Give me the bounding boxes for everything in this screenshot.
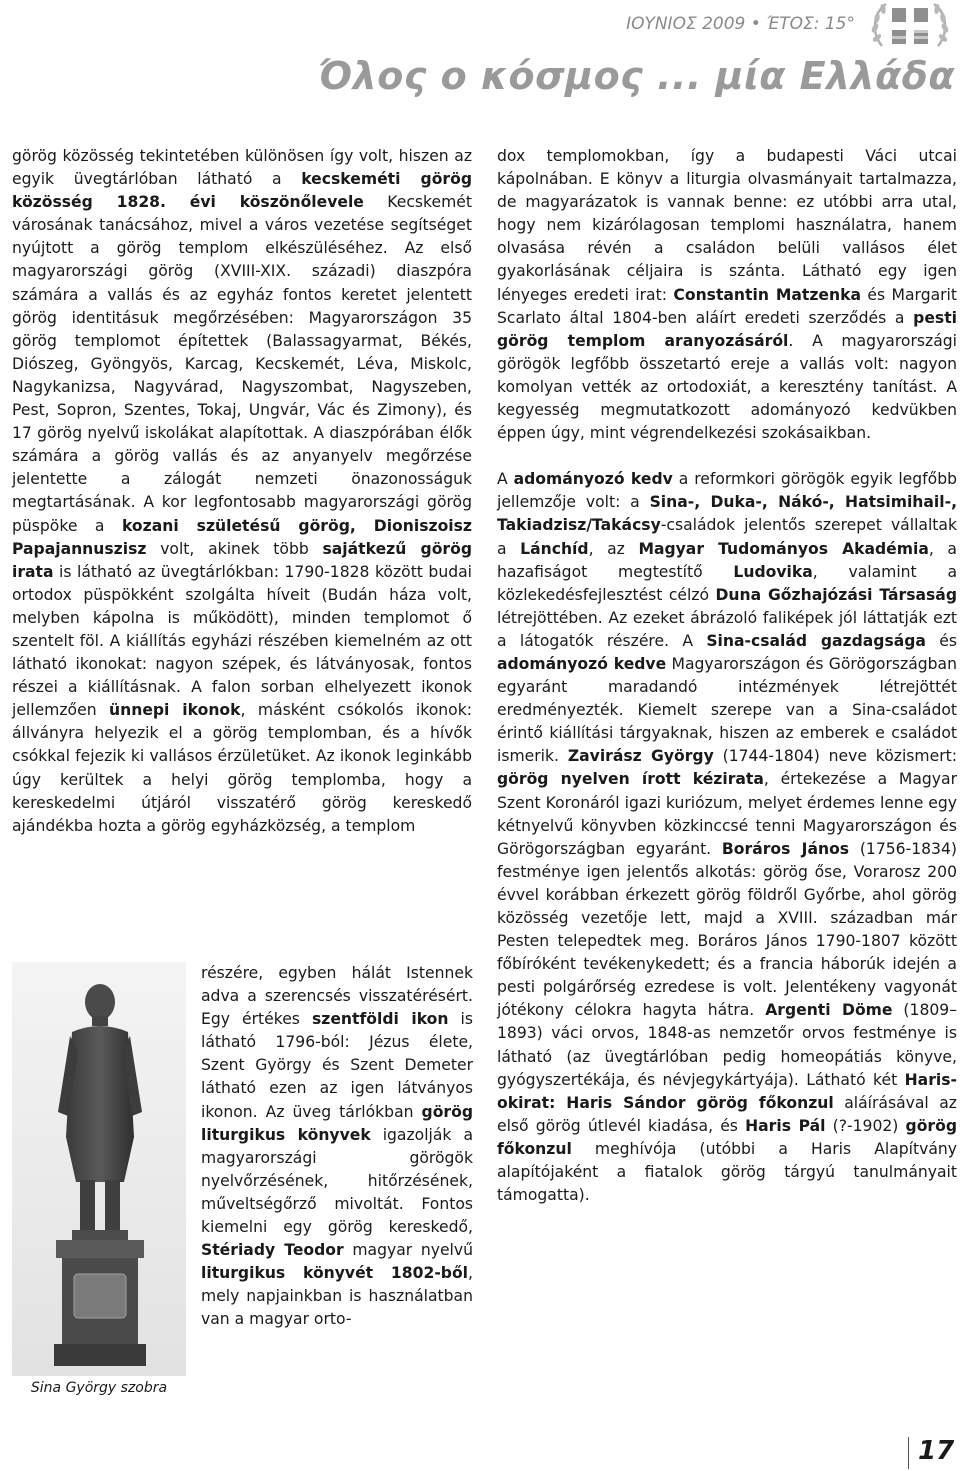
sina-gyorgy-statue-icon [12, 962, 186, 1376]
right-column [497, 145, 957, 1207]
page-number-rule [908, 1437, 909, 1469]
left-paragraph-1: görög közösség tekintetében különösen így volt, hiszen az egyik üvegtárlóban látható a kecskeméti görög közösség 1828. évi köszönőlevele Kecskemét városának tanácsához, mivel a város vezetése segítséget nyújtott a görög templom elkészüléséhez. Az első magyarországi görög (XVIII-XIX. századi) diaszpóra számára a vallás és az egyház fontos keretet jelentett görög identitásuk megőrzésében: Magyarországon 35 görög templomot építettek (Balassagyarmat, Békés, Diószeg, Gyöngyös, Karcag, Kecskemét, Léva, Miskolc, Nagykanizsa, Nagyvárad, Nagyszombat, Nagyszeben, Pest, Sopron, Szentes, Tokaj, Ungvár, Vác és Zimony), és 17 görög nyelvű iskolákat alapítottak. A diaszpórában élők számára a görög vallás és az anyanyelv megőrzése jelentette a zálogát nemzeti önazonosságuk megtartásának. A kor legfontosabb magyarországi görög püspöke a kozani születésű görög, Dioniszoisz Papajannuszisz volt, akinek több sajátkezű görög irata is látható az üvegtárlókban: 1790-1828 között budai ortodox püspökként szolgálta híveit (Budán háza volt, melyben kápolna is működött), minden templomot ő szentelt föl. A kiállítás egyházi részében kiemelném az ott látható ikonokat: nagyon szépek, és látványosak, fontos részei a kiállításnak. A falon sorban elhelyezett ikonok jellemzően ünnepi ikonok, másként csókolós ikonok: állványra helyezik el a görög templomban, és a hívők csókkal fejezik ki vallásos érzületüket. Az ikonok leginkább úgy kerültek a helyi görög templomba, hogy a kereskedelmi útjáról visszatérő görög kereskedő ajándékba hozta a görög egyházközség, a templom [12, 147, 472, 835]
right-paragraph-1: dox templomokban, így a budapesti Váci utcai kápolnában. E könyv a liturgia olvasmányait tartalmazza, de magyarázatok is vannak benne: ez utóbbi arra utal, hogy nem kizárólagosan templomi használatra, hanem olvasása révén a családon belüli vallásos élet gyakorlásának céljaira is szánta. Látható egy igen lényeges eredeti irat: Constantin Matzenka és Margarit Scarlato által 1804-ben aláírt eredeti szerződés a pesti görög templom aranyozásáról. A magyarországi görögök legfőbb összetartó ereje a vallás volt: nagyon komolyan vették az ortodoxiát, a keresztény tanítást. A kegyesség megmutatkozott adományozó kedvükben éppen úgy, mint végrendelkezési szokásaikban. [497, 147, 958, 443]
left-paragraph-2: részére, egyben hálát Istennek adva a szerencsés visszatérésért. Egy értékes szentföldi ikon is látható 1796-ból: Jézus élete, Szent György és Szent Demeter látható ezen az igen látványos ikonon. Az üveg tárlókban görög liturgikus könyvek igazolják a magyarországi görögök nyelvőrzésének, hitőrzésének, műveltségőrző mivoltát. Fontos kiemelni egy görög kereskedő, Stériady Teodor magyar nyelvű liturgikus könyvét 1802-ből, mely napjainkban is használatban van a magyar orto- [201, 964, 474, 1329]
page-title: Όλος ο κόσμος ... μία Ελλάδα [318, 54, 955, 98]
header-date-line: ΙΟΥΝΙΟΣ 2009 • ΈΤΟΣ: 15° [626, 14, 855, 34]
left-column [12, 145, 472, 838]
greek-flag-laurel-emblem-icon [868, 0, 952, 52]
statue-photo [12, 962, 186, 1376]
right-paragraph-2: A adományozó kedv a reformkori görögök egyik legfőbb jellemzője volt: a Sina-, Duka-, Nákó-, Hatsimihail-, Takiadzisz/Takácsy-családok jelentős szerepet vállaltak a Lánchíd, az Magyar Tudományos Akadémia, a hazafiságot megtestítő Ludovika, valamint a közlekedésfejlesztést célzó Duna Gőzhajózási Társaság létrejöttében. Az ezeket ábrázoló faliképek jól láttatják ezt a látogatók részére. A Sina-család gazdagsága és adományozó kedve Magyarországon és Görögországban egyaránt maradandó intézmények létrejöttét eredményezték. Kiemelt szerepe van a Sina-családot érintő kiállítási tárgyaknak, hiszen az emberek e családot ismerik. Zavirász György (1744-1804) neve közismert: görög nyelven írott kézirata, értekezése a Magyar Szent Koronáról igazi kuriózum, melyet érdemes lenne egy kétnyelvű könyvben közkinccsé tenni Magyarországon és Görögországban egyaránt. Boráros János (1756-1834) festménye igen jelentős alkotás: görög őse, Vorarosz 200 évvel korábban érkezett görög földről Győrbe, ahol görög közösség vezetője lett, majd a XVIII. században már Pesten telepedtek meg. Boráros János 1790-1807 között főbíróként tevékenykedett; és a francia háborúk idején a pesti polgárőrség ezredese is volt. Jelentékeny vagyonát jótékony célokra hagyta hátra. Argenti Döme (1809–1893) váci orvos, 1848-as nemzetőr orvos festménye is látható (az üvegtárlóban pedig homeopátiás könyve, gyógyszertékája, és névjegykártyája). Látható két Haris-okirat: Haris Sándor görög főkonzul aláírásával az első görög útlevél kiadása, és Haris Pál (?-1902) görög főkonzul meghívója (utóbbi a Haris Alapítvány alapítójaként a fiatalok görög tárgyú tanulmányait támogatta). [497, 470, 957, 1205]
photo-caption: Sina György szobra [30, 1380, 168, 1396]
page-number: 17 [918, 1436, 955, 1466]
left-wrap-column [201, 962, 473, 1332]
